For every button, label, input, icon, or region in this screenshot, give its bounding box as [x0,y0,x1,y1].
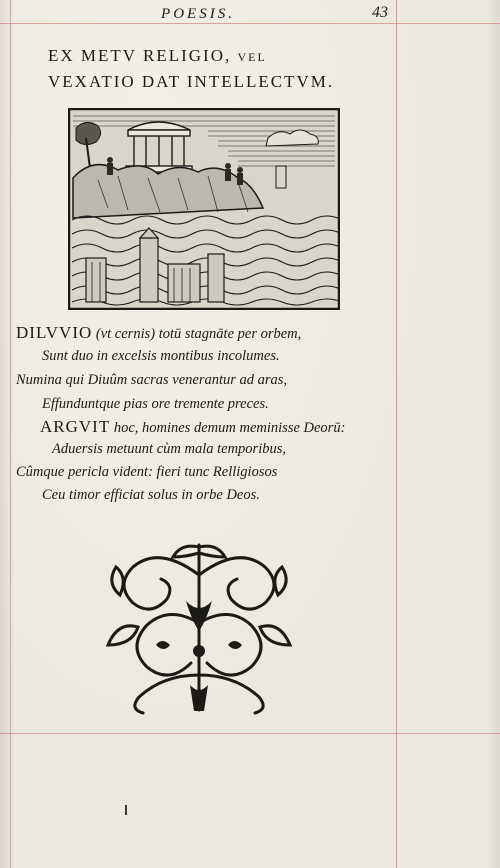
ornament-fleuron-icon [100,535,298,720]
ruling-line-bottom [0,733,500,734]
verse-text: Aduersis metuunt cùm mala temporibus, [52,441,286,457]
verse-line-5 [40,418,345,436]
ink-speck [125,805,127,815]
verse-line-7 [16,465,277,480]
verse-text: Numina qui Diuûm sacras venerantur ad aras, [16,372,288,388]
verse-text: Cûmque pericla vident: fieri tunc Relligiosos [16,464,278,480]
verse-text: Sunt duo in excelsis montibus incolumes. [42,348,280,364]
verse-line-3 [16,373,287,388]
ruling-line-right [396,0,397,868]
verse-line-4 [42,397,269,412]
motto-line-1: EX METV RELIGIO, vel [48,46,267,65]
verse-text: (vt cernis) totū stagnāte per orbem, [92,326,302,342]
verse-initial: ARGVIT [40,417,111,436]
verse-line-2 [42,349,280,364]
verse-initial: DILVVIO [16,323,93,342]
page-number: 43 [372,4,388,21]
ruling-line-left [10,0,11,868]
verse-line-6 [52,442,286,457]
verse-text: Effunduntque pias ore tremente preces. [42,396,269,412]
verse-text: Ceu timor efficiat solus in orbe Deos. [42,487,260,503]
woodcut-illustration [68,108,340,310]
ruling-line-top [0,23,500,24]
verse-line-8 [42,488,260,503]
motto-line-2: VEXATIO DAT INTELLECTVM. [48,72,335,91]
verse-text: hoc, homines demum meminisse Deorū: [110,420,346,436]
verse-line-1 [16,324,301,342]
running-head: POESIS. [161,6,235,22]
